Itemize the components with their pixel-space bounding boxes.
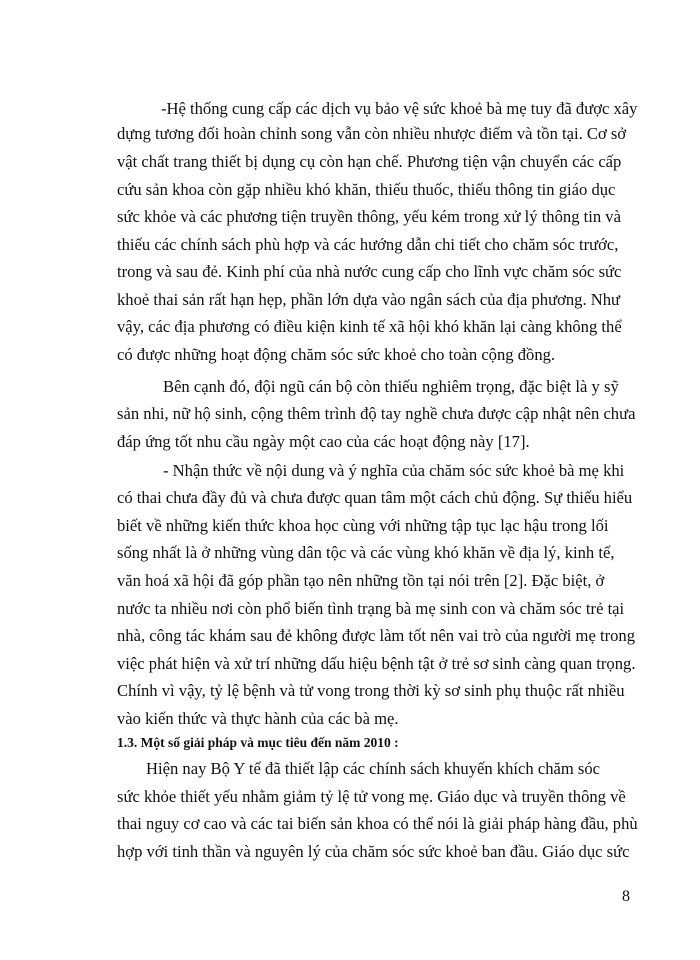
text-line: Chính vì vậy, tỷ lệ bệnh và tử vong trong thời kỳ sơ sinh phụ thuộc rất nhiều (117, 681, 625, 700)
text-line: biết về những kiến thức khoa học cùng với những tập tục lạc hậu trong lối (117, 516, 609, 535)
text-line: sản nhi, nữ hộ sinh, cộng thêm trình độ tay nghề chưa được cập nhật nên chưa (117, 404, 636, 423)
text-line: Hiện nay Bộ Y tế đã thiết lập các chính sách khuyến khích chăm sóc (146, 759, 601, 778)
text-line: vậy, các địa phương có điều kiện kinh tế xã hội khó khăn lại càng không thể (117, 317, 622, 336)
text-line: cứu sản khoa còn gặp nhiều khó khăn, thiếu thuốc, thiếu thông tin giáo dục (117, 180, 616, 199)
page-number: 8 (622, 888, 630, 905)
text-line: có thai chưa đầy đủ và chưa được quan tâm một cách chủ động. Sự thiếu hiểu (117, 488, 633, 507)
text-line: văn hoá xã hội đã góp phần tạo nên những tồn tại nói trên [2]. Đặc biệt, ở (117, 571, 605, 590)
text-line: vật chất trang thiết bị dụng cụ còn hạn chế. Phương tiện vận chuyển các cấp (117, 152, 622, 171)
text-line: trong và sau đẻ. Kinh phí của nhà nước cung cấp cho lĩnh vực chăm sóc sức (117, 262, 622, 281)
text-line: thiếu các chính sách phù hợp và các hướng dẫn chi tiết cho chăm sóc trước, (117, 235, 619, 254)
text-line: sức khỏe và các phương tiện truyền thông, yếu kém trong xử lý thông tin và (117, 207, 621, 226)
text-line: -Hệ thống cung cấp các dịch vụ bảo vệ sức khoẻ bà mẹ tuy đã được xây (161, 99, 638, 118)
text-line: dựng tương đối hoàn chỉnh song vẫn còn nhiều nhược điểm và tồn tại. Cơ sở (117, 124, 627, 143)
text-line: thai nguy cơ cao và các tai biến sản khoa có thể nói là giải pháp hàng đầu, phù (117, 814, 638, 833)
text-line: nhà, công tác khám sau đẻ không được làm tốt nên vai trò của người mẹ trong (117, 626, 636, 645)
text-line: việc phát hiện và xử trí những dấu hiệu bệnh tật ở trẻ sơ sinh càng quan trọng. (117, 654, 636, 673)
text-line: đáp ứng tốt nhu cầu ngày một cao của các hoạt động này [17]. (117, 432, 530, 451)
text-line: Bên cạnh đó, đội ngũ cán bộ còn thiếu nghiêm trọng, đặc biệt là y sỹ (163, 377, 619, 396)
text-line: sống nhất là ở những vùng dân tộc và các vùng khó khăn về địa lý, kinh tế, (117, 543, 615, 562)
text-line: sức khỏe thiết yếu nhằm giảm tỷ lệ tử vong mẹ. Giáo dục và truyền thông về (117, 787, 626, 806)
text-line: vào kiến thức và thực hành của các bà mẹ. (117, 709, 399, 728)
section-heading: 1.3. Một số giải pháp và mục tiêu đến năm 2010 : (117, 735, 399, 750)
text-line: hợp với tinh thần và nguyên lý của chăm sóc sức khoẻ ban đầu. Giáo dục sức (117, 842, 630, 861)
text-line: - Nhận thức về nội dung và ý nghĩa của chăm sóc sức khoẻ bà mẹ khi (163, 461, 625, 480)
text-line: khoẻ thai sản rất hạn hẹp, phần lớn dựa vào ngân sách của địa phương. Như (117, 290, 621, 309)
text-line: có được những hoạt động chăm sóc sức khoẻ cho toàn cộng đồng. (117, 345, 556, 364)
text-line: nước ta nhiều nơi còn phổ biến tình trạng bà mẹ sinh con và chăm sóc trẻ tại (117, 599, 625, 618)
